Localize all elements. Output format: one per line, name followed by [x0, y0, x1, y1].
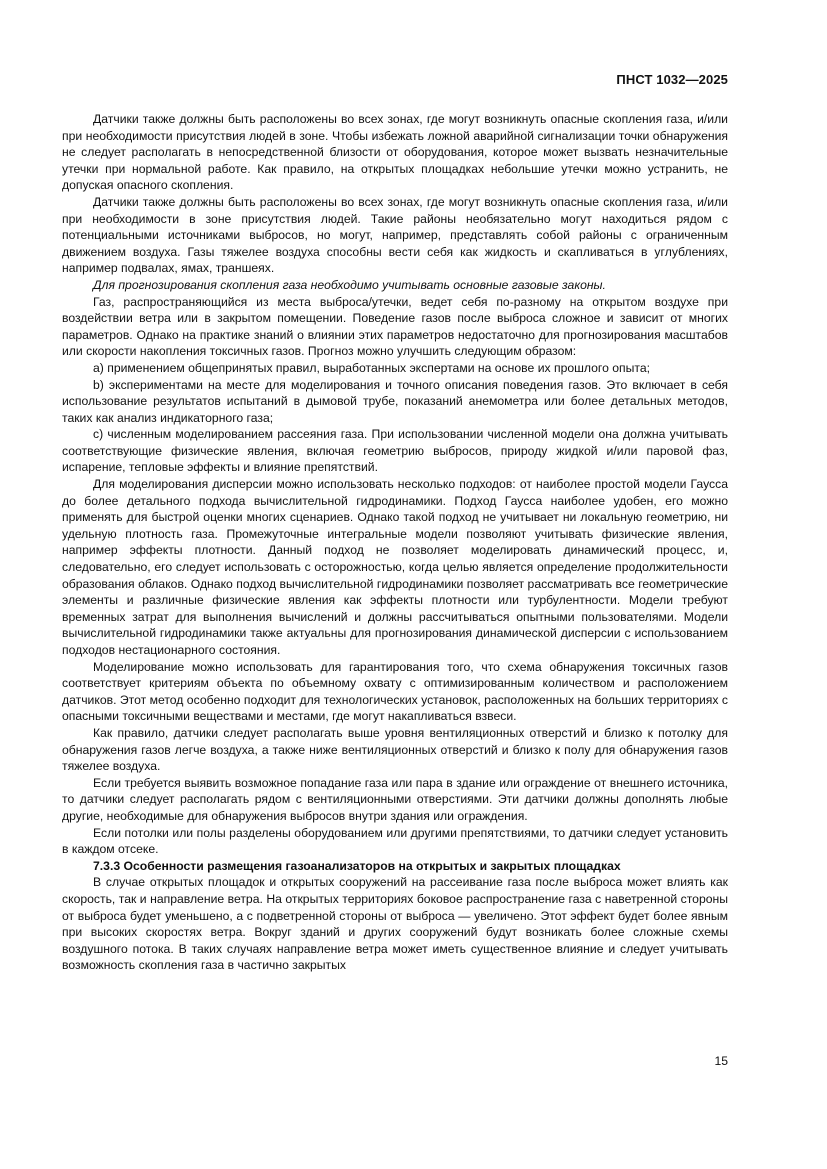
paragraph-modeling-use: Моделирование можно использовать для гарантирования того, что схема обнаружения токсичных газов соответствует критериям объекта по объемному охвату с оптимизированным количеством и расположением датчиков. Этот метод особенно подходит для технологических установок, расположенных на больших территориях с опасными токсичными веществами и местами, где могут накапливаться взвеси. [62, 659, 728, 724]
list-item-b: b) экспериментами на месте для моделирования и точного описания поведения газов. Это включает в себя использование результатов испытаний в дымовой трубе, показаний анемометра или более детальных методов, таких как анализ индикаторного газа; [62, 377, 728, 425]
section-heading: 7.3.3 Особенности размещения газоанализаторов на открытых и закрытых площадках [93, 858, 621, 873]
list-item-a: а) применением общепринятых правил, выработанных экспертами на основе их прошлого опыта; [93, 360, 651, 375]
paragraph-sensors-zones: Датчики также должны быть расположены во всех зонах, где могут возникнуть опасные скопления газа, и/или при необходимости присутствия людей в зоне. Чтобы избежать ложной аварийной сигнализации точки обнаружения не следует располагать в непосредственной близости от оборудования, которое может вызвать незначительные утечки при нормальной работе. Как правило, на открытых площадках небольшие утечки можно устранить, не допуская опасного скопления. [62, 112, 728, 193]
paragraph-sensor-height: Как правило, датчики следует располагать выше уровня вентиляционных отверстий и близко к потолку для обнаружения газов легче воздуха, а также ниже вентиляционных отверстий и близко к полу для обнаружения газов тяжелее воздуха. [62, 725, 728, 774]
document-body [62, 111, 728, 974]
paragraph-gas-behavior: Газ, распространяющийся из места выброса/утечки, ведет себя по-разному на открытом воздухе при воздействии ветра или в закрытом помещении. Поведение газов после выброса сложное и зависит от многих параметров. Однако на практике знаний о влиянии этих параметров недостаточно для прогнозирования масштабов или скорости накопления токсичных газов. Прогноз можно улучшить следующим образом: [62, 294, 728, 359]
paragraph-sensors-people: Датчики также должны быть расположены во всех зонах, где могут возникнуть опасные скопления газа, и/или при необходимости в зоне присутствия людей. Такие районы необязательно могут находиться рядом с потенциальными источниками выбросов, но могут, например, представлять собой районы с ограниченным движением воздуха. Газы тяжелее воздуха способны вести себя как жидкость и скапливаться в углублениях, например подвалах, ямах, траншеях. [62, 194, 728, 276]
paragraph-compartments: Если потолки или полы разделены оборудованием или другими препятствиями, то датчики следует установить в каждом отсеке. [62, 825, 728, 857]
paragraph-gas-laws: Для прогнозирования скопления газа необходимо учитывать основные газовые законы. [93, 277, 606, 292]
paragraph-external-source: Если требуется выявить возможное попадание газа или пара в здание или ограждение от внешнего источника, то датчики следует располагать рядом с вентиляционными отверстиями. Эти датчики должны дополнять любые другие, необходимые для обнаружения выбросов внутри здания или ограждения. [62, 775, 728, 823]
document-code: ПНСТ 1032—2025 [616, 72, 728, 87]
paragraph-dispersion-models: Для моделирования дисперсии можно использовать несколько подходов: от наиболее простой модели Гаусса до более детального подхода вычислительной гидродинамики. Подход Гаусса наиболее удобен, его можно применять для быстрой оценки многих сценариев. Однако такой подход не учитывает ни локальную геометрию, ни удельную плотность газа. Промежуточные интегральные модели позволяют учитывать физические явления, например эффекты плотности. Данный подход не позволяет моделировать динамический процесс, и, следовательно, его следует использовать с осторожностью, когда целью является определение продолжительности образования облаков. Однако подход вычислительной гидродинамики позволяет рассматривать все геометрические элементы и различные физические явления как эффекты плотности или турбулентности. Модели требуют временных затрат для выполнения вычислений и должны рассчитываться опытными пользователями. Модели вычислительной гидродинамики также актуальны для прогнозирования динамической дисперсии с использованием подходов нестационарного состояния. [62, 477, 728, 657]
paragraph-open-sites: В случае открытых площадок и открытых сооружений на рассеивание газа после выброса может влиять как скорость, так и направление ветра. На открытых территориях боковое распространение газа с наветренной стороны от выброса будет уменьшено, а с подветренной стороны от выброса — увеличено. Этот эффект будет более явным при высоких скоростях ветра. Вокруг зданий и других сооружений будут возникать более сложные схемы воздушного потока. В таких случаях направление ветра может иметь существенное влияние и следует учитывать возможность скопления газа в частично закрытых [62, 875, 728, 973]
page-number: 15 [714, 1054, 728, 1068]
list-item-c: c) численным моделированием рассеяния газа. При использовании численной модели она должна учитывать соответствующие физические явления, включая геометрию выбросов, природу жидкой и/или паровой фаз, испарение, тепловые эффекты и влияние препятствий. [62, 427, 728, 475]
